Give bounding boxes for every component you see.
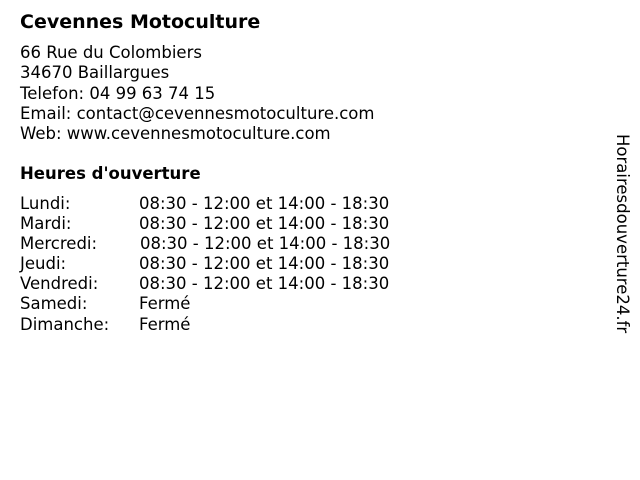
web-line: Web: www.cevennesmotoculture.com xyxy=(20,124,331,144)
street-address: 66 Rue du Colombiers xyxy=(20,43,202,62)
day-hours: Fermé xyxy=(139,294,191,314)
day-label: Mardi: xyxy=(20,214,72,234)
city-postal: 34670 Baillargues xyxy=(20,63,170,83)
day-label: Vendredi: xyxy=(20,274,99,294)
contact-block xyxy=(20,43,374,144)
day-hours: 08:30 - 12:00 et 14:00 - 18:30 xyxy=(139,274,390,294)
email-line: Email: contact@cevennesmotoculture.com xyxy=(20,103,375,123)
site-watermark: Horairesdouverture24.fr xyxy=(613,134,632,334)
phone-line: Telefon: 04 99 63 74 15 xyxy=(20,83,216,103)
business-name: Cevennes Motoculture xyxy=(20,11,261,33)
hours-heading: Heures d'ouverture xyxy=(20,164,201,183)
day-label: Jeudi: xyxy=(20,254,67,274)
day-label: Mercredi: xyxy=(20,234,98,254)
day-hours: Fermé xyxy=(139,314,191,334)
day-hours: 08:30 - 12:00 et 14:00 - 18:30 xyxy=(139,194,390,213)
day-hours: 08:30 - 12:00 et 14:00 - 18:30 xyxy=(140,234,391,254)
day-hours: 08:30 - 12:00 et 14:00 - 18:30 xyxy=(139,254,390,274)
day-label: Samedi: xyxy=(20,294,88,314)
day-label: Dimanche: xyxy=(20,314,110,334)
day-hours: 08:30 - 12:00 et 14:00 - 18:30 xyxy=(139,214,390,234)
day-label: Lundi: xyxy=(20,194,71,213)
